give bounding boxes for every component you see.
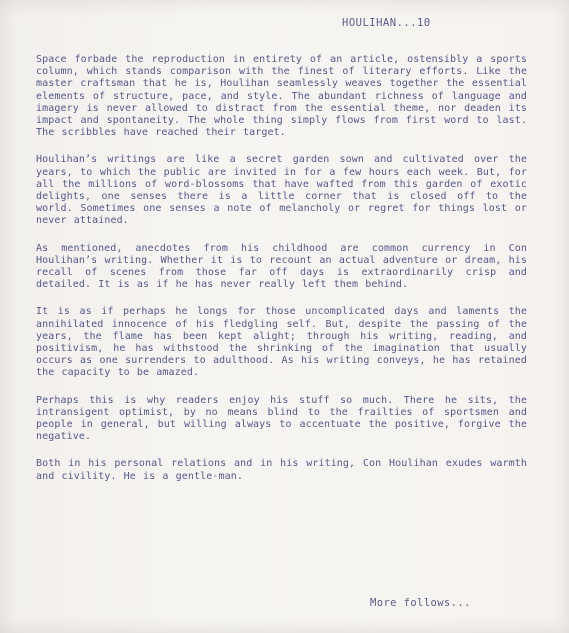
paragraph-5: Perhaps this is why readers enjoy his stuff so much. There he sits, the intransigent optimist, by no means blind to the frailties of sportsmen and people in general, but willing always to accentuate the positive, forgive the negative.: [36, 394, 527, 443]
continuation-note: More follows...: [370, 597, 471, 609]
page-header: HOULIHAN...10: [342, 17, 431, 29]
paragraph-2: Houlihan’s writings are like a secret garden sown and cultivated over the years, to which the public are invited in for a few hours each week. But, for all the millions of word-blossoms that have wafted from this garden of exotic delights, one senses there is a little corner that is closed off to the world. Sometimes one senses a note of melancholy or regret for things lost or never attained.: [36, 154, 527, 227]
paragraph-3: As mentioned, anecdotes from his childhood are common currency in Con Houlihan’s writing. Whether it is to recount an actual adventure or dream, his recall of scenes from those far off days is extraordinarily crisp and detailed. It is as if he has never really left them behind.: [36, 242, 527, 291]
paragraph-6: Both in his personal relations and in his writing, Con Houlihan exudes warmth and civility. He is a gentle-man.: [36, 458, 527, 482]
paragraph-1: Space forbade the reproduction in entirety of an article, ostensibly a sports column, which stands comparison with the finest of literary efforts. Like the master craftsman that he is, Houlihan seamlessly weaves together the essential elements of structure, pace, and style. The abundant richness of language and imagery is never allowed to distract from the essential theme, nor deaden its impact and spontaneity. The whole thing simply flows from first word to last. The scribbles have reached their target.: [36, 54, 527, 139]
paragraph-4: It is as if perhaps he longs for those uncomplicated days and laments the annihilated innocence of his fledgling self. But, despite the passing of the years, the flame has been kept alight; through his writing, reading, and positivism, he has withstood the shrinking of the imagination that usually occurs as one surrenders to adulthood. As his writing conveys, he has retained the capacity to be amazed.: [36, 306, 527, 379]
article-body: [36, 54, 527, 498]
